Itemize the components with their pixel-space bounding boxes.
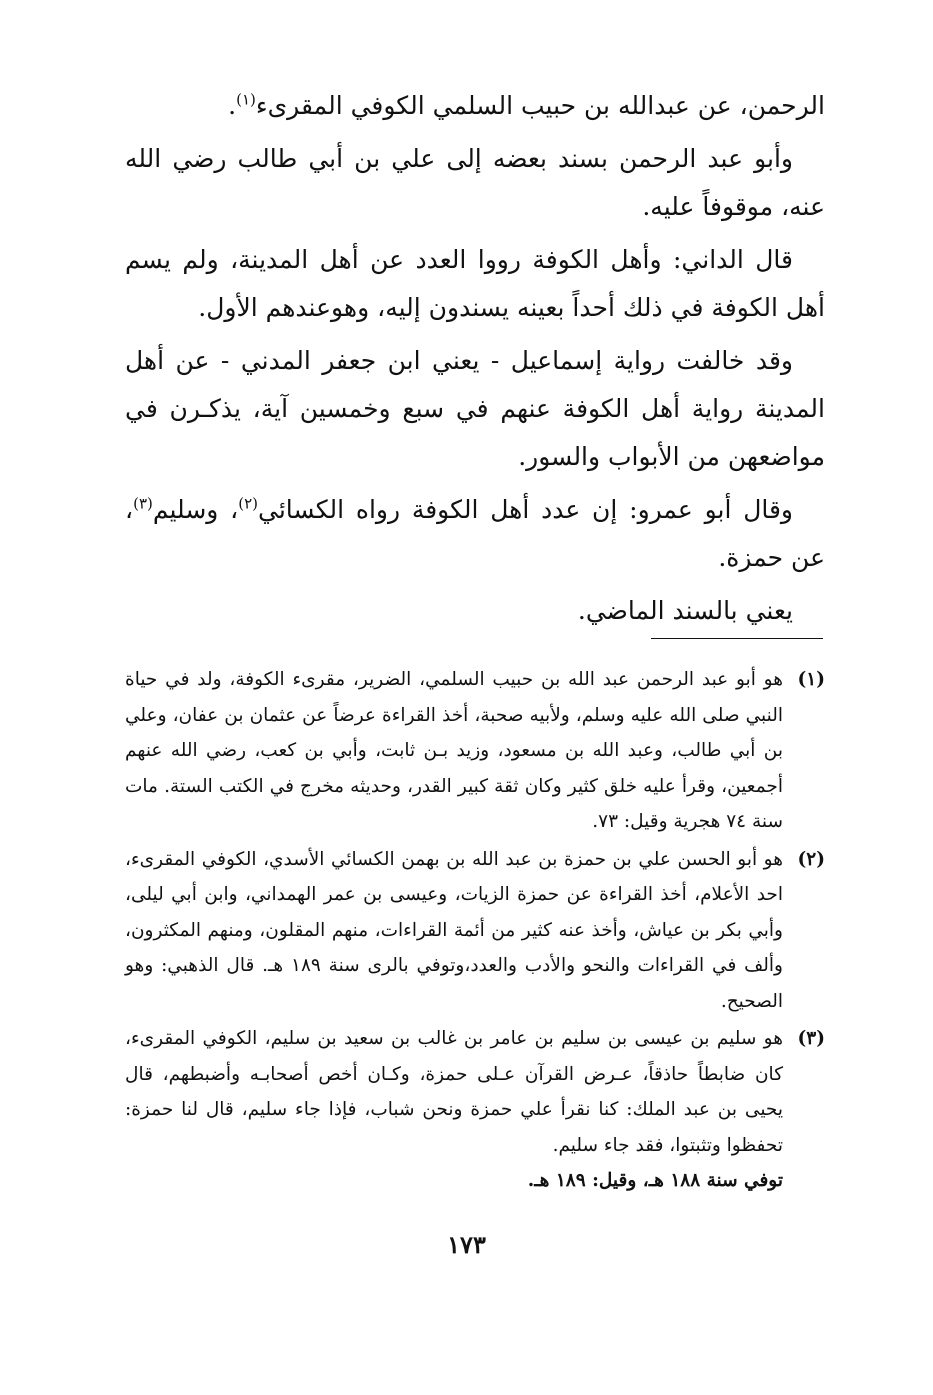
paragraph-5-text-b: ، وسليم bbox=[152, 495, 239, 524]
paragraph-1-text: الرحمن، عن عبدالله بن حبيب السلمي الكوفي المقرىء bbox=[255, 91, 825, 120]
page-number: ١٧٣ bbox=[447, 1230, 486, 1259]
paragraph-5-text-c: ، عن حمزة. bbox=[125, 495, 825, 572]
footnote-1-text: هو أبو عبد الرحمن عبد الله بن حبيب السلمي، الضرير، مقرىء الكوفة، ولد في حياة النبي صلى الله عليه وسلم، ولأبيه صحبة، أخذ القراءة عرضاً عن عثمان بن عفان، وعلي بن أبي طالب، وعبد الله بن مسعود، وزيد بـن ثابت، وأبي بن كعب، رضي الله عنهم أجمعين، وقرأ عليه خلق كثير وكان ثقة كبير القدر، وحديثه مخرج في الكتب الستة. مات سنة ٧٤ هجرية وقيل: ٧٣. bbox=[125, 669, 783, 832]
main-text bbox=[125, 82, 825, 640]
paragraph-1 bbox=[125, 82, 825, 130]
paragraph-4: وقد خالفت رواية إسماعيل - يعني ابن جعفر المدني - عن أهل المدينة رواية أهل الكوفة عنهم في سبع وخمسين آية، يذكـرن في مواضعهن من الأبواب والسور. bbox=[125, 346, 825, 471]
footnote-2-number: (٢) bbox=[797, 848, 825, 870]
footnote-separator bbox=[651, 638, 823, 639]
footnote-1-number: (١) bbox=[797, 669, 825, 690]
footnote-3-death-date: توفي سنة ١٨٨ هـ، وقيل: ١٨٩ هـ. bbox=[527, 1170, 783, 1191]
paragraph-5 bbox=[125, 486, 825, 582]
footnote-1 bbox=[125, 662, 825, 840]
footnote-2-text: هو أبو الحسن علي بن حمزة بن عبد الله بن بهمن الكسائي الأسدي، الكوفي المقرىء، احد الأعلام، أخذ القراءة عن حمزة الزيات، وعيسى بن عمر الهمداني، وابن أبي ليلى، وأبي بكر بن عياش، وأخذ عنه كثير من أئمة القراءات، منهم المقلون، ومنهم المكثرون، وألف في القراءات والنحو والأدب والعدد،وتوفي بالرى سنة ١٨٩ هـ. قال الذهبي: وهو الصحيح. bbox=[125, 848, 783, 1012]
paragraph-6: يعني بالسند الماضي. bbox=[577, 596, 793, 625]
footnote-ref-1[interactable]: (١) bbox=[236, 90, 256, 109]
footnote-3-number: (٣) bbox=[797, 1028, 825, 1049]
footnotes-section bbox=[125, 662, 825, 1201]
paragraph-1-tail: . bbox=[228, 91, 237, 120]
footnote-2 bbox=[125, 842, 825, 1020]
footnote-ref-2[interactable]: (٢) bbox=[238, 494, 258, 513]
paragraph-3: قال الداني: وأهل الكوفة رووا العدد عن أهل المدينة، ولم يسم أهل الكوفة في ذلك أحداً بعينه يسندون إليه، وهوعندهم الأول. bbox=[125, 245, 825, 322]
paragraph-5-text-a: وقال أبو عمرو: إن عدد أهل الكوفة رواه الكسائي bbox=[257, 495, 794, 524]
footnote-ref-3[interactable]: (٣) bbox=[133, 494, 153, 513]
paragraph-2: وأبو عبد الرحمن بسند بعضه إلى علي بن أبي طالب رضي الله عنه، موقوفاً عليه. bbox=[125, 144, 825, 221]
footnote-3-text: هو سليم بن عيسى بن سليم بن عامر بن غالب بن سعيد بن سليم، الكوفي المقرىء، كان ضابطاً حاذقاً، عـرض القرآن عـلى حمزة، وكـان أخص أصحابـه وأضبطهم، قال يحيى بن عبد الملك: كنا نقرأ علي حمزة ونحن شباب، فإذا جاء سليم، قال لنا حمزة: تحفظوا وتثبتوا، فقد جاء سليم. bbox=[125, 1028, 783, 1156]
footnote-3 bbox=[125, 1021, 825, 1199]
